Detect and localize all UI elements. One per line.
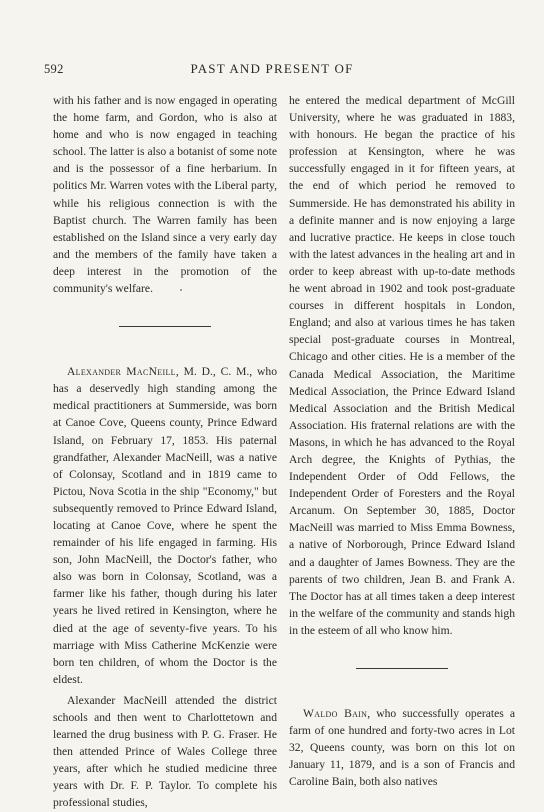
paragraph-macneill-intro-text: , M. D., C. M., who has a deservedly high standing among the medical practitioners at Summerside, was born at Canoe Cove, Queens county, Prince Edward Island, on February 17, 1853. His paternal grandfather, Alexander MacNeill, was a native of Colonsay, Scotland and in 1819 came to Pictou, Nova Scotia in the ship "Economy," but subsequently removed to Prince Edward Island, locating at Canoe Cove, where he spent the remainder of his life engaged in farming. His son, John MacNeill, the Doctor's father, who also was born in Colonsay, Scotland, was a farmer like his father, though during his later years he lived retired in Kensington, where he died at the age of seventy-five years. To his marriage with Miss Catherine McKenzie were born ten children, of whom the Doctor is the eldest. xyxy=(53,365,277,686)
running-head: PAST AND PRESENT OF xyxy=(190,61,354,76)
page-number: 592 xyxy=(44,62,64,76)
section-divider xyxy=(356,668,448,669)
right-column xyxy=(289,92,515,790)
paragraph-warren-family: with his father and is now engaged in operating the home farm, and Gordon, who is also at home and who is now engaged in teaching school. The latter is also a botanist of some note and is the possessor of a fine herbarium. In politics Mr. Warren votes with the Liberal party, while his religious connection is with the Baptist church. The Warren family has been established on the Island since a very early day and the members of the family have taken a deep interest in the promotion of the community's welfare. xyxy=(53,94,277,296)
paragraph-macneill-career: he entered the medical department of McGill University, where he was graduated in 1883, with honours. He began the practice of his profession at Kensington, where he was successfully engaged in it for fifteen years, at the end of which period he removed to Summerside. He has demonstrated his ability in a definite manner and is now enjoying a large and lucrative practice. He keeps in close touch with the latest advances in the healing art and in order to keep abreast with up-to-date methods he went abroad in 1902 and took post-graduate courses in different hospitals in London, England; and also at various times he has taken special post-graduate courses in Montreal, Chicago and other cities. He is a member of the Canada Medical Association, the Maritime Medical Association, the Prince Edward Island Medical Association and the British Medical Association. His fraternal relations are with the Masons, in which he has advanced to the Royal Arch degree, the Knights of Pythias, the Independent Order of Odd Fellows, the Independent Order of Foresters and the Royal Arcanum. On September 30, 1885, Doctor MacNeill was married to Miss Emma Bowness, a native of Norborough, Prince Edward Island and a daughter of James Bowness. They are the parents of two children, Jean B. and Frank A. The Doctor has at all times taken a deep interest in the welfare of the community and stands high in the esteem of all who know him. xyxy=(289,94,515,637)
section-divider xyxy=(119,326,211,327)
paragraph-macneill-intro xyxy=(53,363,277,688)
subject-name-macneill: Alexander MacNeill xyxy=(67,365,176,379)
paragraph-macneill-education: Alexander MacNeill attended the district schools and then went to Charlottetown and learned the drug business with P. G. Fraser. He then attended Prince of Wales College three years, after which he studied medicine three years with Dr. F. P. Taylor. To complete his professional studies, xyxy=(53,693,277,810)
paper-speck xyxy=(180,289,182,291)
paragraph-bain-intro-text: , who successfully operates a farm of one hundred and forty-two acres in Lot 32, Queens county, was born on this lot on January 11, 1879, and is a son of Francis and Caroline Bain, both also natives xyxy=(289,707,515,789)
subject-name-bain: Waldo Bain xyxy=(303,707,368,720)
paragraph-bain-intro xyxy=(289,705,515,790)
left-column xyxy=(53,92,277,812)
